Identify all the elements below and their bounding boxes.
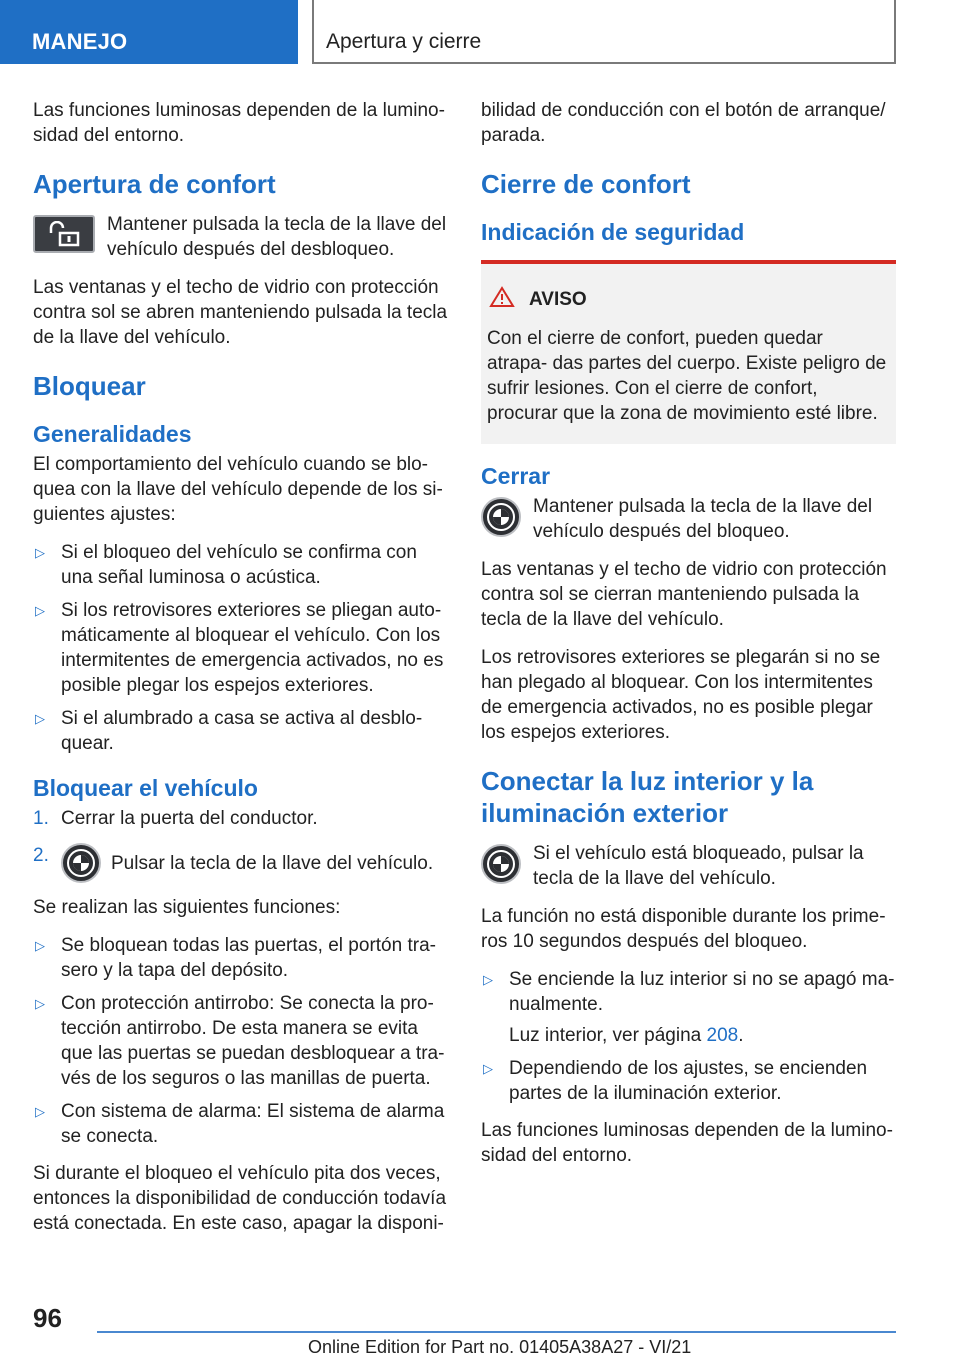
luz-icon-text: Si el vehículo está bloqueado, pulsar la tecla de la llave del vehículo. [533,843,864,889]
bmw-key-icon [61,843,101,883]
bullet-triangle-icon: ▷ [35,545,45,560]
luz-text: La función no está disponible durante los prime- ros 10 segundos después del bloqueo. [481,906,886,952]
funciones-list [33,933,448,1149]
heading-bloquear-vehiculo: Bloquear el vehículo [33,775,258,801]
heading-generalidades: Generalidades [33,421,192,447]
luz-list [481,967,896,1106]
bullet-triangle-icon: ▷ [483,1061,493,1076]
list-item: ▷ Si el bloqueo del vehículo se confirma con una señal luminosa o acústica. [35,542,417,588]
cerrar-icon-row [481,494,896,544]
right-column [481,98,896,1181]
final-text: Si durante el bloqueo el vehículo pita dos veces, entonces la disponibilidad de conducción todavía está conectada. En este caso, apagar la disponi- [33,1163,447,1234]
heading-luz-interior: Conectar la luz interior y la iluminación exterior [481,766,814,828]
bmw-key-icon [481,844,521,884]
cerrar-text-2: Los retrovisores exteriores se plegarán si no se han plegado al bloquear. Con los intermitentes de emergencia activados, no es posible plegar los espejos exteriores. [481,647,881,743]
footer-divider [97,1331,896,1333]
bmw-key-icon [481,497,521,537]
list-item: ▷ Si los retrovisores exteriores se pliegan auto- máticamente al bloquear el vehículo. Con los intermitentes de emergencia activados, no es posible plegar los espejos exteriores. [35,600,444,696]
list-item: ▷ Si el alumbrado a casa se activa al desblo- quear. [35,708,423,754]
bullet-triangle-icon: ▷ [35,1104,45,1119]
generalidades-text: El comportamiento del vehículo cuando se blo- quea con la llave del vehículo depende de los si- guientes ajustes: [33,454,443,525]
list-item: ▷ Con protección antirrobo: Se conecta la pro- tección antirrobo. De esta manera se evita que las puertas se puedan desbloquear a tra- vés de los seguros o las manillas de puerta. [35,993,445,1089]
confort-icon-text: Mantener pulsada la tecla de la llave del vehículo después del desbloqueo. [107,214,447,260]
bullet-triangle-icon: ▷ [35,603,45,618]
confort-icon-row [33,212,448,262]
luz-icon-row [481,841,896,891]
list-item: ▷ Con sistema de alarma: El sistema de alarma se conecta. [35,1101,445,1147]
step-number: 1. [33,808,49,829]
heading-cierre-confort: Cierre de confort [481,169,691,199]
heading-apertura-confort: Apertura de confort [33,169,276,199]
left-column [33,98,448,1249]
warning-text: Con el cierre de confort, pueden quedar atrapa- das partes del cuerpo. Existe peligro de sufrir lesiones. Con el cierre de confort, procurar que la zona de movimiento esté libre. [487,328,887,424]
list-item: ▷ Se enciende la luz interior si no se apagó ma- nualmente. Luz interior, ver página 208. [483,969,895,1046]
intro-text: Las funciones luminosas dependen de la lumino- sidad del entorno. [33,100,445,146]
step-item: 2. Pulsar la tecla de la llave del vehículo. [33,843,448,883]
unlock-key-icon [33,215,95,253]
warning-box [481,260,896,444]
page-link-208[interactable]: 208 [706,1025,739,1046]
step-item: 1. Cerrar la puerta del conductor. [33,808,318,829]
bullet-triangle-icon: ▷ [35,938,45,953]
funciones-text: Se realizan las siguientes funciones: [33,897,341,918]
step-number: 2. [33,845,49,866]
bullet-triangle-icon: ▷ [483,972,493,987]
continuation-text: bilidad de conducción con el botón de arranque/ parada. [481,100,886,146]
bullet-triangle-icon: ▷ [35,711,45,726]
chapter-title: Apertura y cierre [326,30,482,53]
confort-text: Las ventanas y el techo de vidrio con protección contra sol se abren manteniendo pulsada la tecla de la llave del vehículo. [33,277,448,348]
generalidades-list [33,540,448,756]
footer-edition: Online Edition for Part no. 01405A38A27 - VI/21 [308,1337,692,1357]
list-item: ▷ Se bloquean todas las puertas, el portón tra- sero y la tapa del depósito. [35,935,436,981]
heading-bloquear: Bloquear [33,371,146,401]
page-number: 96 [33,1303,62,1333]
warning-triangle-icon [489,286,515,314]
heading-indicacion-seguridad: Indicación de seguridad [481,219,745,245]
bullet-triangle-icon: ▷ [35,996,45,1011]
warning-title: AVISO [529,289,587,310]
cerrar-icon-text: Mantener pulsada la tecla de la llave del vehículo después del bloqueo. [533,496,873,542]
list-item: ▷ Dependiendo de los ajustes, se encienden partes de la iluminación exterior. [483,1058,868,1104]
page-reference: Luz interior, ver página 208. [509,1025,744,1046]
steps-list [33,806,448,883]
cerrar-text-1: Las ventanas y el techo de vidrio con protección contra sol se cierran manteniendo pulsada la tecla de la llave del vehículo. [481,559,887,630]
luz-final-text: Las funciones luminosas dependen de la lumino- sidad del entorno. [481,1120,893,1166]
warning-header [487,286,888,314]
chapter-tab [312,0,896,64]
section-tab [0,0,298,64]
heading-cerrar: Cerrar [481,463,551,489]
section-title: MANEJO [32,29,128,54]
